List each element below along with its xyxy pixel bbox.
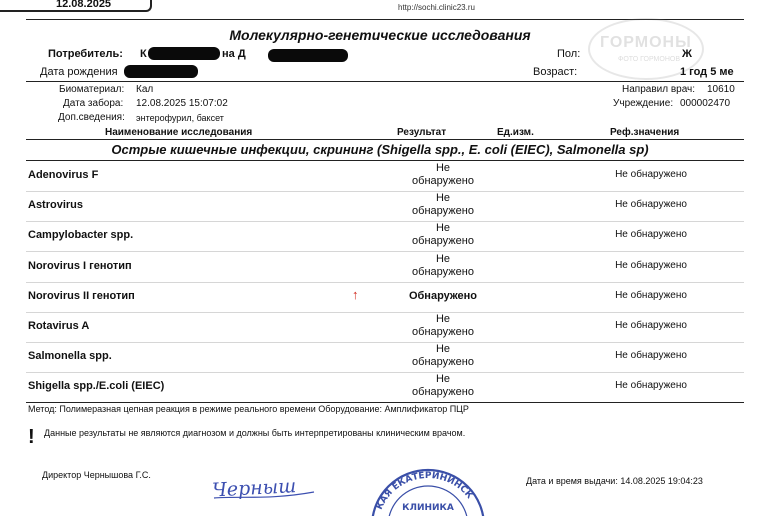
sex-value: Ж [682, 48, 692, 60]
signature-text: Черныш [211, 475, 297, 502]
table-row-positive [26, 282, 744, 312]
sex-label: Пол: [557, 48, 581, 60]
test-name: Norovirus II генотип [28, 290, 135, 302]
consumer-label: Потребитель: [48, 48, 123, 60]
up-arrow-icon: ↑ [352, 287, 359, 302]
watermark-text: ГОРМОНЫ [600, 34, 692, 51]
birth-label: Дата рождения [40, 66, 118, 78]
redaction-bar [268, 49, 348, 62]
table-row [26, 252, 744, 282]
test-name: Adenovirus F [28, 169, 99, 181]
table-row [26, 312, 744, 342]
extra-info-value: энтерофурил, баксет [136, 113, 224, 123]
header-date: 12.08.2025 [56, 0, 112, 10]
collection-value: 12.08.2025 15:07:02 [136, 98, 228, 109]
patient-divider [26, 81, 744, 82]
clinic-stamp [368, 466, 488, 516]
institution-label: Учреждение: [613, 98, 674, 109]
disclaimer-text: Данные результаты не являются диагнозом и должны быть интерпретированы клиническим врачом. [44, 428, 466, 438]
biomaterial-label: Биоматериал: [59, 84, 125, 95]
test-reference: Не обнаружено [615, 169, 687, 180]
table-row [26, 372, 744, 402]
clinic-url[interactable]: http://sochi.clinic23.ru [398, 3, 475, 12]
test-name: Campylobacter spp. [28, 229, 134, 241]
test-name: Salmonella spp. [28, 350, 112, 362]
collection-label: Дата забора: [63, 98, 124, 109]
test-result: Не обнаружено [412, 373, 474, 398]
table-row [26, 161, 744, 191]
consumer-fragment-2: на Д [222, 48, 246, 60]
test-name: Shigella spp./E.coli (EIEC) [28, 380, 165, 392]
test-reference: Не обнаружено [615, 290, 687, 301]
doctor-value: 10610 [707, 84, 735, 95]
test-result: Не обнаружено [412, 192, 474, 217]
test-reference: Не обнаружено [615, 350, 687, 361]
warning-icon: ! [28, 426, 35, 448]
watermark-subtext: ФОТО ГОРМОНОВ [618, 56, 680, 63]
page-title: Молекулярно-генетические исследования [229, 27, 531, 43]
column-header-unit: Ед.изм. [497, 127, 534, 138]
redaction-bar [148, 47, 220, 60]
director-text: Директор Чернышова Г.С. [42, 470, 151, 480]
section-title: Острые кишечные инфекции, скрининг (Shigella spp., E. coli (EIEC), Salmonella sp) [111, 142, 649, 157]
test-reference: Не обнаружено [615, 260, 687, 271]
table-bottom-divider [26, 402, 744, 403]
table-row [26, 342, 744, 372]
issue-datetime: Дата и время выдачи: 14.08.2025 19:04:23 [526, 476, 703, 486]
signature-mark [210, 466, 320, 506]
test-name: Rotavirus A [28, 320, 90, 332]
test-result: Не обнаружено [412, 313, 474, 338]
stamp-inner-text: КЛИНИКА [402, 503, 454, 513]
test-result: Не обнаружено [412, 343, 474, 368]
table-header-divider [26, 139, 744, 140]
redaction-bar [124, 65, 198, 78]
consumer-fragment-1: К [140, 48, 147, 60]
doctor-label: Направил врач: [622, 84, 696, 95]
test-reference: Не обнаружено [615, 320, 687, 331]
table-row [26, 221, 744, 251]
test-reference: Не обнаружено [615, 380, 687, 391]
test-name: Astrovirus [28, 199, 84, 211]
test-reference: Не обнаружено [615, 199, 687, 210]
age-value: 1 год 5 ме [680, 66, 734, 78]
institution-value: 000002470 [680, 98, 731, 109]
column-header-result: Результат [397, 127, 447, 138]
age-label: Возраст: [533, 66, 578, 78]
test-result: Обнаружено [408, 290, 478, 302]
test-result: Не обнаружено [412, 162, 474, 187]
column-header-ref: Реф.значения [610, 127, 680, 138]
stamp-text: КАЯ ЕКАТЕРИНИНСК [374, 470, 475, 512]
method-text: Метод: Полимеразная цепная реакция в режиме реального времени Оборудование: Амплификатор ПЦР [28, 404, 469, 414]
test-name: Norovirus I генотип [28, 260, 132, 272]
biomaterial-value: Кал [136, 84, 154, 95]
column-header-name: Наименование исследования [105, 127, 253, 138]
test-result: Не обнаружено [412, 253, 474, 278]
test-result: Не обнаружено [412, 222, 474, 247]
test-reference: Не обнаружено [615, 229, 687, 240]
table-row [26, 191, 744, 221]
extra-info-label: Доп.сведения: [58, 112, 125, 123]
